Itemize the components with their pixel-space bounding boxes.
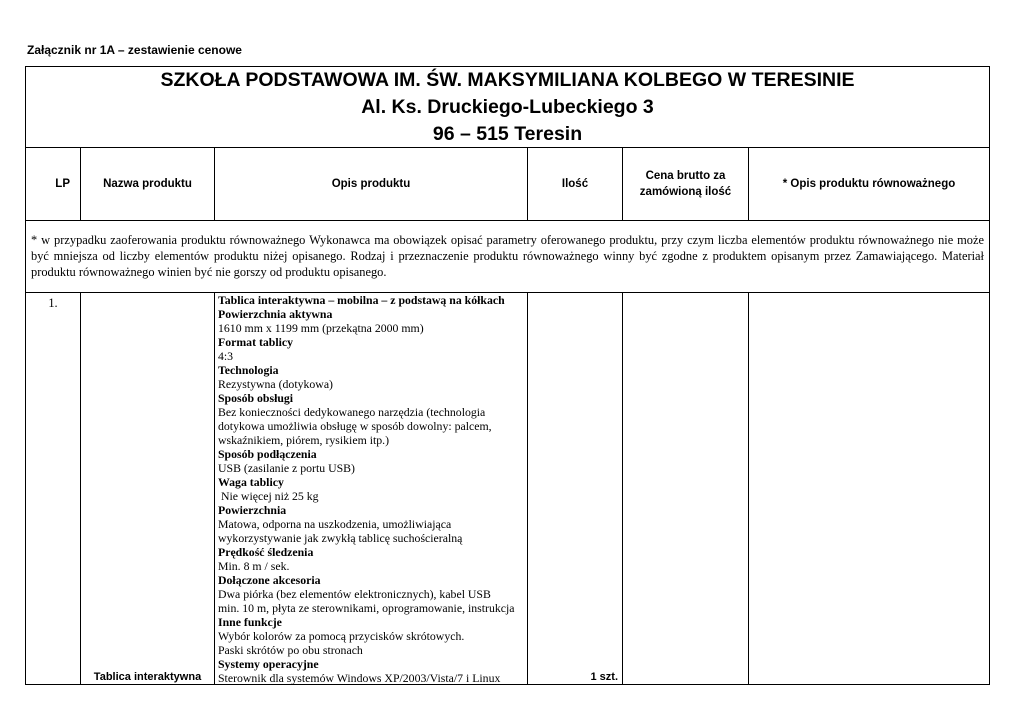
school-street: Al. Ks. Druckiego-Lubeckiego 3 bbox=[361, 96, 654, 118]
description-heading: Powierzchnia aktywna bbox=[218, 307, 333, 321]
row-product-name: Tablica interaktywna bbox=[93, 671, 202, 683]
column-header-price: Cena brutto za zamówioną ilość bbox=[623, 148, 749, 220]
cell-lp bbox=[26, 293, 81, 684]
attachment-title: Załącznik nr 1A – zestawienie cenowe bbox=[27, 43, 242, 57]
description-heading: Tablica interaktywna – mobilna – z podstawą na kółkach bbox=[218, 293, 505, 307]
description-value: wykorzystywanie jak zwykłą tablicę suchościeralną bbox=[218, 531, 463, 545]
row-product-description bbox=[218, 293, 524, 685]
column-header-lp: LP bbox=[26, 148, 81, 220]
description-heading: Sposób podłączenia bbox=[218, 447, 317, 461]
cell-price bbox=[623, 293, 749, 684]
cell-description bbox=[215, 293, 528, 684]
table-row bbox=[26, 293, 989, 684]
description-value: 4:3 bbox=[218, 349, 234, 363]
school-name: SZKOŁA PODSTAWOWA IM. ŚW. MAKSYMILIANA KOLBEGO W TERESINIE bbox=[160, 69, 855, 91]
description-heading: Inne funkcje bbox=[218, 615, 282, 629]
price-table bbox=[25, 66, 990, 685]
column-header-quantity: Ilość bbox=[528, 148, 623, 220]
description-heading: Powierzchnia bbox=[218, 503, 287, 517]
description-value: Paski skrótów po obu stronach bbox=[218, 643, 363, 657]
description-heading: Prędkość śledzenia bbox=[218, 545, 314, 559]
description-heading: Sposób obsługi bbox=[218, 391, 294, 405]
description-heading: Systemy operacyjne bbox=[218, 657, 319, 671]
description-value: USB (zasilanie z portu USB) bbox=[218, 461, 355, 475]
school-city: 96 – 515 Teresin bbox=[432, 123, 583, 145]
row-lp: 1. bbox=[48, 296, 58, 310]
description-value: Nie więcej niż 25 kg bbox=[218, 489, 319, 503]
column-header-name: Nazwa produktu bbox=[81, 148, 215, 220]
description-value: wskaźnikiem, piórem, rysikiem itp.) bbox=[218, 433, 390, 447]
description-value: Min. 8 m / sek. bbox=[218, 559, 290, 573]
cell-equivalent bbox=[749, 293, 989, 684]
description-heading: Dołączone akcesoria bbox=[218, 573, 321, 587]
description-value: min. 10 m, płyta ze sterownikami, oprogramowanie, instrukcja bbox=[218, 601, 515, 615]
description-value: Wybór kolorów za pomocą przycisków skrótowych. bbox=[218, 629, 465, 643]
column-header-row bbox=[26, 148, 989, 221]
cell-quantity bbox=[528, 293, 623, 684]
cell-name bbox=[81, 293, 215, 684]
description-heading: Technologia bbox=[218, 363, 279, 377]
description-value: Matowa, odporna na uszkodzenia, umożliwiająca bbox=[218, 517, 452, 531]
description-value: dotykowa umożliwia obsługę w sposób dowolny: palcem, bbox=[218, 419, 492, 433]
description-value: Bez konieczności dedykowanego narzędzia (technologia bbox=[218, 405, 486, 419]
equivalent-product-note: * w przypadku zaoferowania produktu równoważnego Wykonawca ma obowiązek opisać parametry oferowanego produktu, przy czym liczba elementów produktu równoważnego nie może być mniejsza od liczby elementów produktu niżej opisanego. Rodzaj i przeznaczenie produktu równoważnego winny być zgodne z produktem opisanym przez Zamawiającego. Materiał produktu równoważnego winien być nie gorszy od produktu opisanego. bbox=[26, 221, 989, 293]
description-value: Rezystywna (dotykowa) bbox=[218, 377, 333, 391]
description-heading: Format tablicy bbox=[218, 335, 294, 349]
column-header-description: Opis produktu bbox=[215, 148, 528, 220]
description-heading: Waga tablicy bbox=[218, 475, 284, 489]
school-header bbox=[26, 67, 989, 148]
description-value: 1610 mm x 1199 mm (przekątna 2000 mm) bbox=[218, 321, 424, 335]
column-header-equivalent: * Opis produktu równoważnego bbox=[782, 178, 956, 190]
description-value: Sterownik dla systemów Windows XP/2003/Vista/7 i Linux bbox=[218, 671, 501, 685]
description-value: Dwa piórka (bez elementów elektronicznych), kabel USB bbox=[218, 587, 491, 601]
row-quantity: 1 szt. bbox=[590, 671, 618, 683]
